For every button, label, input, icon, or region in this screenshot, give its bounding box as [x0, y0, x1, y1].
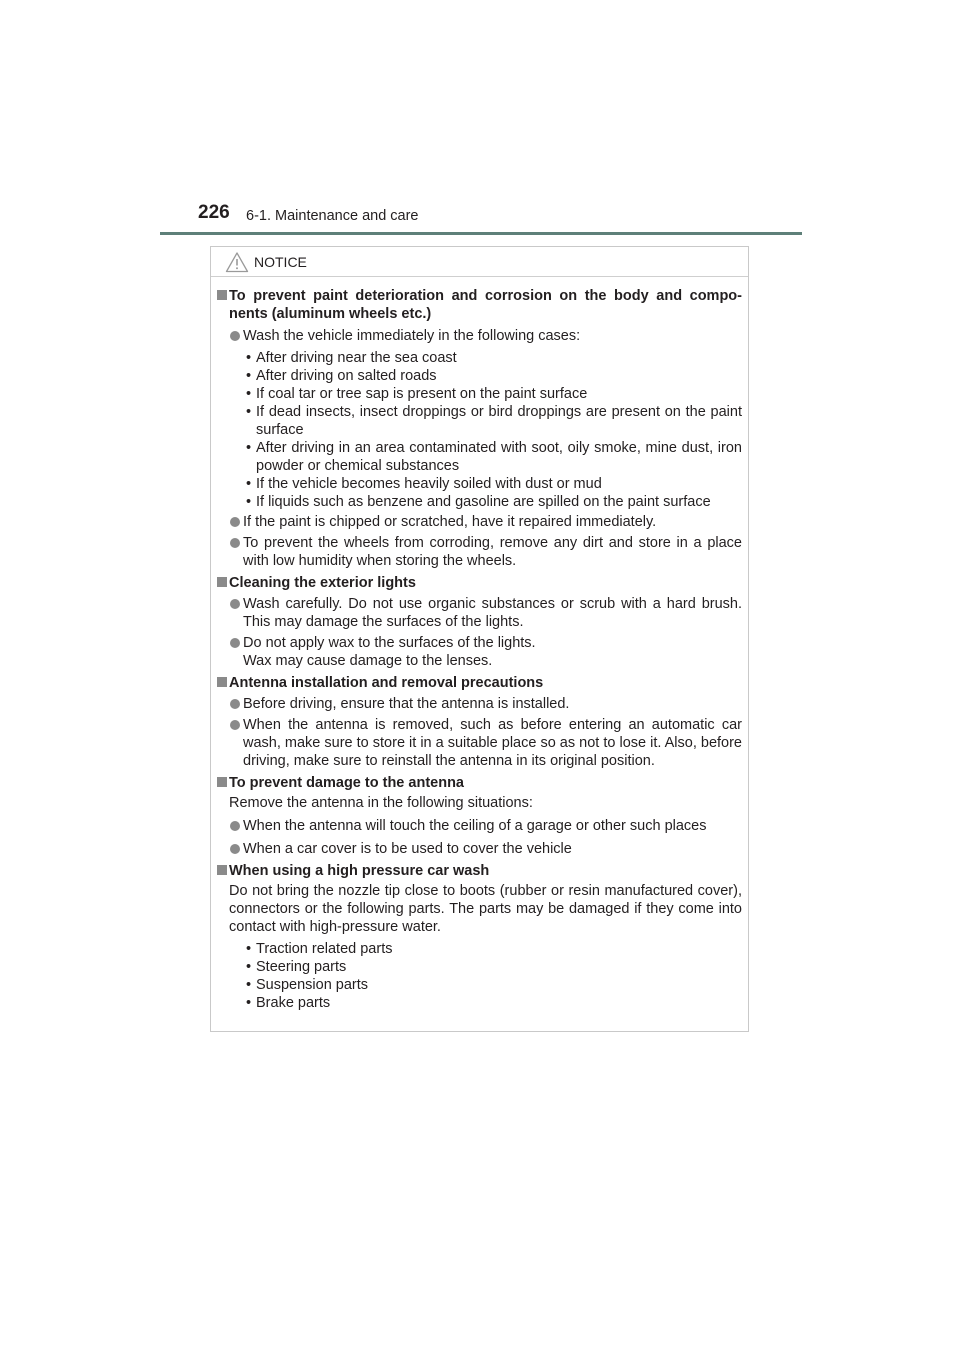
page-number: 226: [198, 202, 230, 223]
bullet-dot-icon: [230, 517, 240, 527]
notice-content: [217, 287, 742, 1012]
sub-item-text: Steering parts: [256, 959, 347, 975]
section-exterior-lights: [217, 574, 742, 592]
list-item: [217, 817, 742, 835]
bullet-text: To prevent the wheels from corroding, remove any dirt and store in a place with low humidity when storing the wheels.: [243, 535, 742, 569]
section-heading: When using a high pressure car wash: [229, 863, 490, 879]
sub-item-text: If liquids such as benzene and gasoline are spilled on the paint surface: [256, 494, 711, 510]
notice-label: NOTICE: [254, 254, 307, 270]
list-item: [217, 695, 742, 713]
bullet-text: Do not apply wax to the surfaces of the lights.: [243, 635, 536, 651]
list-item: [217, 327, 742, 345]
sub-item-text: After driving on salted roads: [256, 368, 437, 384]
sub-item-text: Brake parts: [256, 995, 331, 1011]
section-antenna-precautions: [217, 674, 742, 692]
list-item: [217, 634, 742, 670]
sub-item-text: Suspension parts: [256, 977, 369, 993]
sub-item-text: Traction related parts: [256, 941, 393, 957]
list-item: [217, 595, 742, 631]
bullet-dot-icon: [230, 821, 240, 831]
sub-item-text: If the vehicle becomes heavily soiled with dust or mud: [256, 476, 602, 492]
section-heading: Cleaning the exterior lights: [229, 575, 416, 591]
bullet-dot-icon: [230, 599, 240, 609]
sub-list-item: • If the vehicle becomes heavily soiled with dust or mud: [246, 476, 602, 492]
section-heading: To prevent damage to the antenna: [229, 775, 464, 791]
sub-list-item: • If liquids such as benzene and gasoline are spilled on the paint surface: [246, 494, 711, 510]
sub-item-text: If dead insects, insect droppings or bird droppings are present on the paint surface: [256, 404, 742, 438]
section-square-icon: [217, 777, 227, 787]
bullet-dot-icon: [230, 699, 240, 709]
sub-list-item: • If coal tar or tree sap is present on the paint surface: [246, 386, 588, 402]
notice-header: [211, 247, 748, 277]
bullet-text: If the paint is chipped or scratched, have it repaired immediately.: [243, 514, 657, 530]
section-body: Remove the antenna in the following situations:: [229, 795, 533, 811]
section-heading: Antenna installation and removal precautions: [229, 675, 544, 691]
sub-item-text: After driving in an area contaminated with soot, oily smoke, mine dust, iron powder or chemical substances: [256, 440, 742, 474]
bullet-text: When the antenna is removed, such as before entering an automatic car wash, make sure to store it in a suitable place so as not to lose it. Also, before driving, make sure to reinstall the antenna in its original position.: [243, 717, 742, 769]
sub-list-item: • After driving in an area contaminated with soot, oily smoke, mine dust, iron powder or chemical substances: [246, 440, 742, 474]
bullet-text: Wash the vehicle immediately in the following cases:: [243, 328, 581, 344]
warning-triangle-icon: [225, 251, 249, 273]
section-body: Do not bring the nozzle tip close to boots (rubber or resin manufactured cover), connectors or the following parts. The parts may be damaged if they come into contact with high-pressure water.: [229, 883, 742, 935]
bullet-text: When the antenna will touch the ceiling of a garage or other such places: [243, 818, 707, 834]
sub-list-item: • If dead insects, insect droppings or bird droppings are present on the paint surface: [246, 404, 742, 438]
list-item: [217, 534, 742, 570]
sub-list: [217, 940, 742, 1012]
section-square-icon: [217, 577, 227, 587]
list-item: [217, 716, 742, 770]
sub-list-item: • Traction related parts: [246, 941, 393, 957]
section-square-icon: [217, 677, 227, 687]
section-square-icon: [217, 865, 227, 875]
bullet-dot-icon: [230, 720, 240, 730]
sub-item-text: If coal tar or tree sap is present on the paint surface: [256, 386, 588, 402]
bullet-dot-icon: [230, 538, 240, 548]
sub-item-text: After driving near the sea coast: [256, 350, 457, 366]
section-square-icon: [217, 290, 227, 300]
list-item: [217, 513, 742, 531]
bullet-text: Wash carefully. Do not use organic substances or scrub with a hard brush. This may damage the surfaces of the lights.: [243, 596, 742, 630]
bullet-dot-icon: [230, 844, 240, 854]
sub-list-item: • After driving near the sea coast: [246, 350, 457, 366]
notice-box: [210, 246, 749, 1032]
bullet-text: When a car cover is to be used to cover the vehicle: [243, 841, 572, 857]
section-heading: To prevent paint deterioration and corrosion on the body and compo-nents (aluminum wheels etc.): [229, 288, 742, 322]
sub-list-item: • Suspension parts: [246, 977, 369, 993]
sub-list: [217, 349, 742, 511]
bullet-text-continued: Wax may cause damage to the lenses.: [243, 653, 493, 669]
section-high-pressure-wash: [217, 862, 742, 880]
bullet-dot-icon: [230, 331, 240, 341]
bullet-dot-icon: [230, 638, 240, 648]
section-title: 6-1. Maintenance and care: [246, 208, 419, 224]
header-divider: [160, 232, 802, 235]
section-antenna-damage: [217, 774, 742, 792]
section-paint-protection: [217, 287, 742, 323]
list-item: [217, 840, 742, 858]
bullet-text: Before driving, ensure that the antenna is installed.: [243, 696, 570, 712]
sub-list-item: • Steering parts: [246, 959, 347, 975]
sub-list-item: • Brake parts: [246, 995, 331, 1011]
sub-list-item: • After driving on salted roads: [246, 368, 437, 384]
